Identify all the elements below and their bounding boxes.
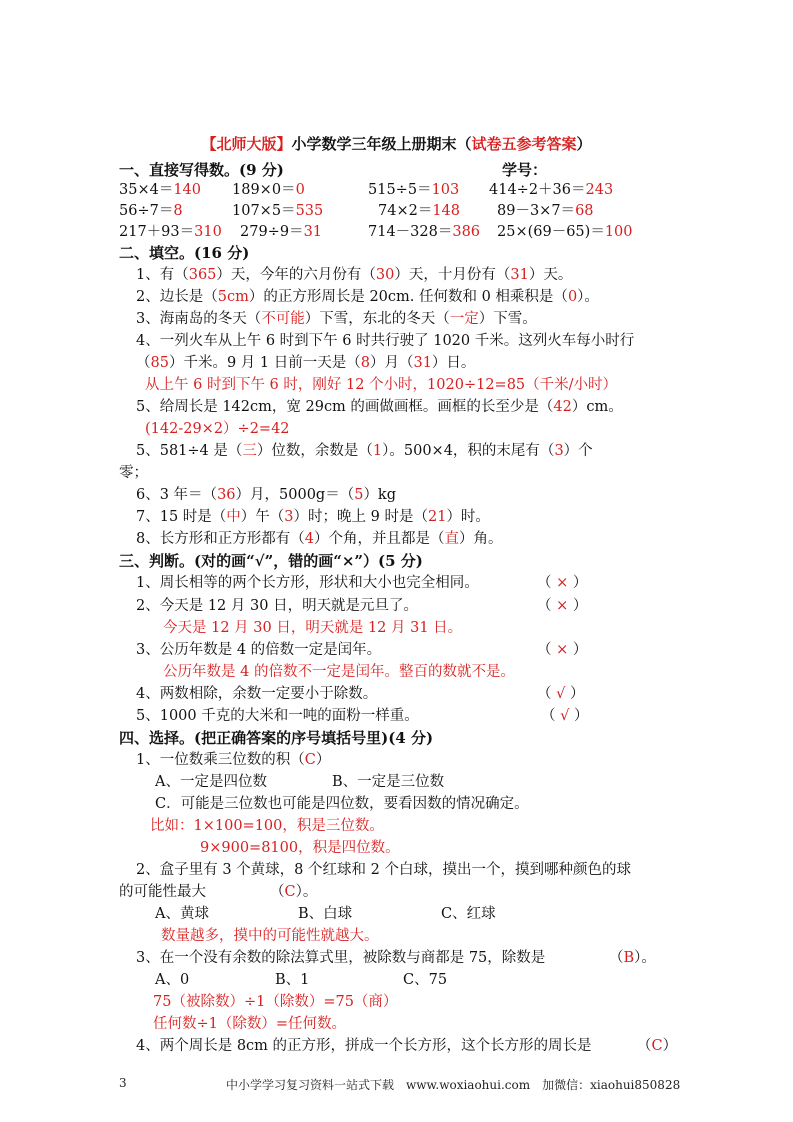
calc-item: 279÷9＝31 xyxy=(240,224,323,240)
choice-q1: 1、一位数乘三位数的积（C） xyxy=(136,752,331,768)
judge-answer: （ √ ） xyxy=(537,686,585,702)
fill-q5a: 5、给周长是 142cm，宽 29cm 的画做画框。画框的长至少是（42）cm。 xyxy=(136,399,623,415)
fill-q6: 6、3 年＝（36）月，5000g＝（5）kg xyxy=(136,487,397,503)
judge-q1: 1、周长相等的两个长方形，形状和大小也完全相同。 xyxy=(136,575,479,591)
calc-item: 56÷7＝8 xyxy=(119,203,183,219)
choice-q1-note: 比如：1×100=100，积是三位数。 xyxy=(150,818,384,834)
fill-q4-line1: 4、一列火车从上午 6 时到下午 6 时共行驶了 1020 千米。这列火车每小时行 xyxy=(136,333,635,349)
choice-q3-option-a: A、0 xyxy=(155,972,190,988)
calc-item: 189×0＝0 xyxy=(232,182,305,198)
choice-q3-option-c: C、75 xyxy=(403,972,448,988)
calc-item: 25×(69－65)＝100 xyxy=(497,224,633,240)
choice-q2-option-a: A、黄球 xyxy=(155,906,209,922)
calc-item: 414÷2＋36＝243 xyxy=(489,182,614,198)
section-4-heading: 四、选择。(把正确答案的序号填括号里)(4 分) xyxy=(119,729,434,747)
fill-q2: 2、边长是（5cm）的正方形周长是 20cm. 任何数和 0 相乘积是（0）。 xyxy=(136,289,599,305)
choice-q2-note: 数量越多，摸中的可能性就越大。 xyxy=(161,928,379,944)
calc-item: 515÷5＝103 xyxy=(368,182,460,198)
choice-q3: 3、在一个没有余数的除法算式里，被除数与商都是 75，除数是 xyxy=(136,950,546,966)
choice-q3-option-b: B、1 xyxy=(275,972,310,988)
fill-q5b-line2: 零； xyxy=(119,465,148,481)
edition-label: 【北师大版】 xyxy=(201,135,292,153)
judge-answer: （ × ） xyxy=(537,598,588,614)
judge-answer: （ × ） xyxy=(537,642,588,658)
choice-q3-note: 任何数÷1（除数）=任何数。 xyxy=(153,1016,347,1032)
fill-q3: 3、海南岛的冬天（不可能）下雪，东北的冬天（一定）下雪。 xyxy=(136,311,537,327)
choice-q3-note: 75（被除数）÷1（除数）=75（商） xyxy=(153,994,398,1010)
fill-q1: 1、有（365）天，今年的六月份有（30）天，十月份有（31）天。 xyxy=(136,267,573,283)
judge-answer: （ × ） xyxy=(537,575,588,591)
choice-q2-option-c: C、红球 xyxy=(441,906,496,922)
title-answer-part: 试卷五参考答案 xyxy=(471,135,577,153)
calc-item: 217＋93＝310 xyxy=(119,224,222,240)
fill-q4-line2: （85）千米。9 月 1 日前一天是（8）月（31）日。 xyxy=(136,355,476,371)
page-title xyxy=(0,133,793,154)
choice-q1-option-a: A、一定是四位数 xyxy=(155,774,267,790)
page-number: 3 xyxy=(119,1076,127,1090)
fill-q8: 8、长方形和正方形都有（4）个角，并且都是（直）角。 xyxy=(136,531,503,547)
choice-q2-option-b: B、白球 xyxy=(298,906,353,922)
title-main: 小学数学三年级上册期末（ xyxy=(291,135,472,153)
calc-item: 74×2＝148 xyxy=(378,203,461,219)
choice-q2-line2: 的可能性最大 xyxy=(119,884,206,900)
section-2-heading: 二、填空。(16 分) xyxy=(119,244,250,262)
judge-q2-note: 今天是 12 月 30 日，明天就是 12 月 31 日。 xyxy=(163,620,463,636)
judge-q3-note: 公历年数是 4 的倍数不一定是闰年。整百的数就不是。 xyxy=(163,664,515,680)
calc-item: 714－328＝386 xyxy=(368,224,481,240)
calc-item: 89－3×7＝68 xyxy=(497,203,594,219)
student-id-label: 学号： xyxy=(502,161,548,179)
footer-text: 中小学学习复习资料一站式下载 www.woxiaohui.com 加微信：xiaohui850828 xyxy=(226,1078,681,1092)
choice-q1-option-b: B、一定是三位数 xyxy=(332,774,445,790)
judge-answer: （ √ ） xyxy=(541,708,589,724)
calc-item: 107×5＝535 xyxy=(232,203,324,219)
fill-q7: 7、15 时是（中）午（3）时；晚上 9 时是（21）时。 xyxy=(136,509,490,525)
choice-q4: 4、两个周长是 8cm 的正方形，拼成一个长方形，这个长方形的周长是 xyxy=(136,1038,592,1054)
judge-q2: 2、今天是 12 月 30 日，明天就是元旦了。 xyxy=(136,598,419,614)
choice-q3-answer: （B）。 xyxy=(609,950,656,966)
choice-q2-answer: （C）。 xyxy=(270,884,318,900)
fill-q4-note: 从上午 6 时到下午 6 时，刚好 12 个小时，1020÷12=85（千米/小时） xyxy=(145,377,618,393)
title-close: ） xyxy=(576,135,592,153)
choice-q4-answer: （C） xyxy=(637,1038,678,1054)
section-1-heading: 一、直接写得数。(9 分) xyxy=(119,161,284,179)
judge-q5: 5、1000 千克的大米和一吨的面粉一样重。 xyxy=(136,708,419,724)
fill-q5a-note: (142-29×2）÷2=42 xyxy=(145,421,290,437)
judge-q3: 3、公历年数是 4 的倍数一定是闰年。 xyxy=(136,642,382,658)
calc-item: 35×4＝140 xyxy=(119,182,202,198)
judge-q4: 4、两数相除，余数一定要小于除数。 xyxy=(136,686,378,702)
choice-q2-line1: 2、盒子里有 3 个黄球，8 个红球和 2 个白球，摸出一个，摸到哪种颜色的球 xyxy=(136,862,631,878)
choice-q1-note: 9×900=8100，积是四位数。 xyxy=(200,840,400,856)
section-3-heading: 三、判断。(对的画“√”，错的画“×”）(5 分) xyxy=(119,552,423,570)
fill-q5b: 5、581÷4 是（三）位数，余数是（1）。500×4，积的末尾有（3）个 xyxy=(136,443,593,459)
choice-q1-option-c: C．可能是三位数也可能是四位数，要看因数的情况确定。 xyxy=(155,796,529,812)
